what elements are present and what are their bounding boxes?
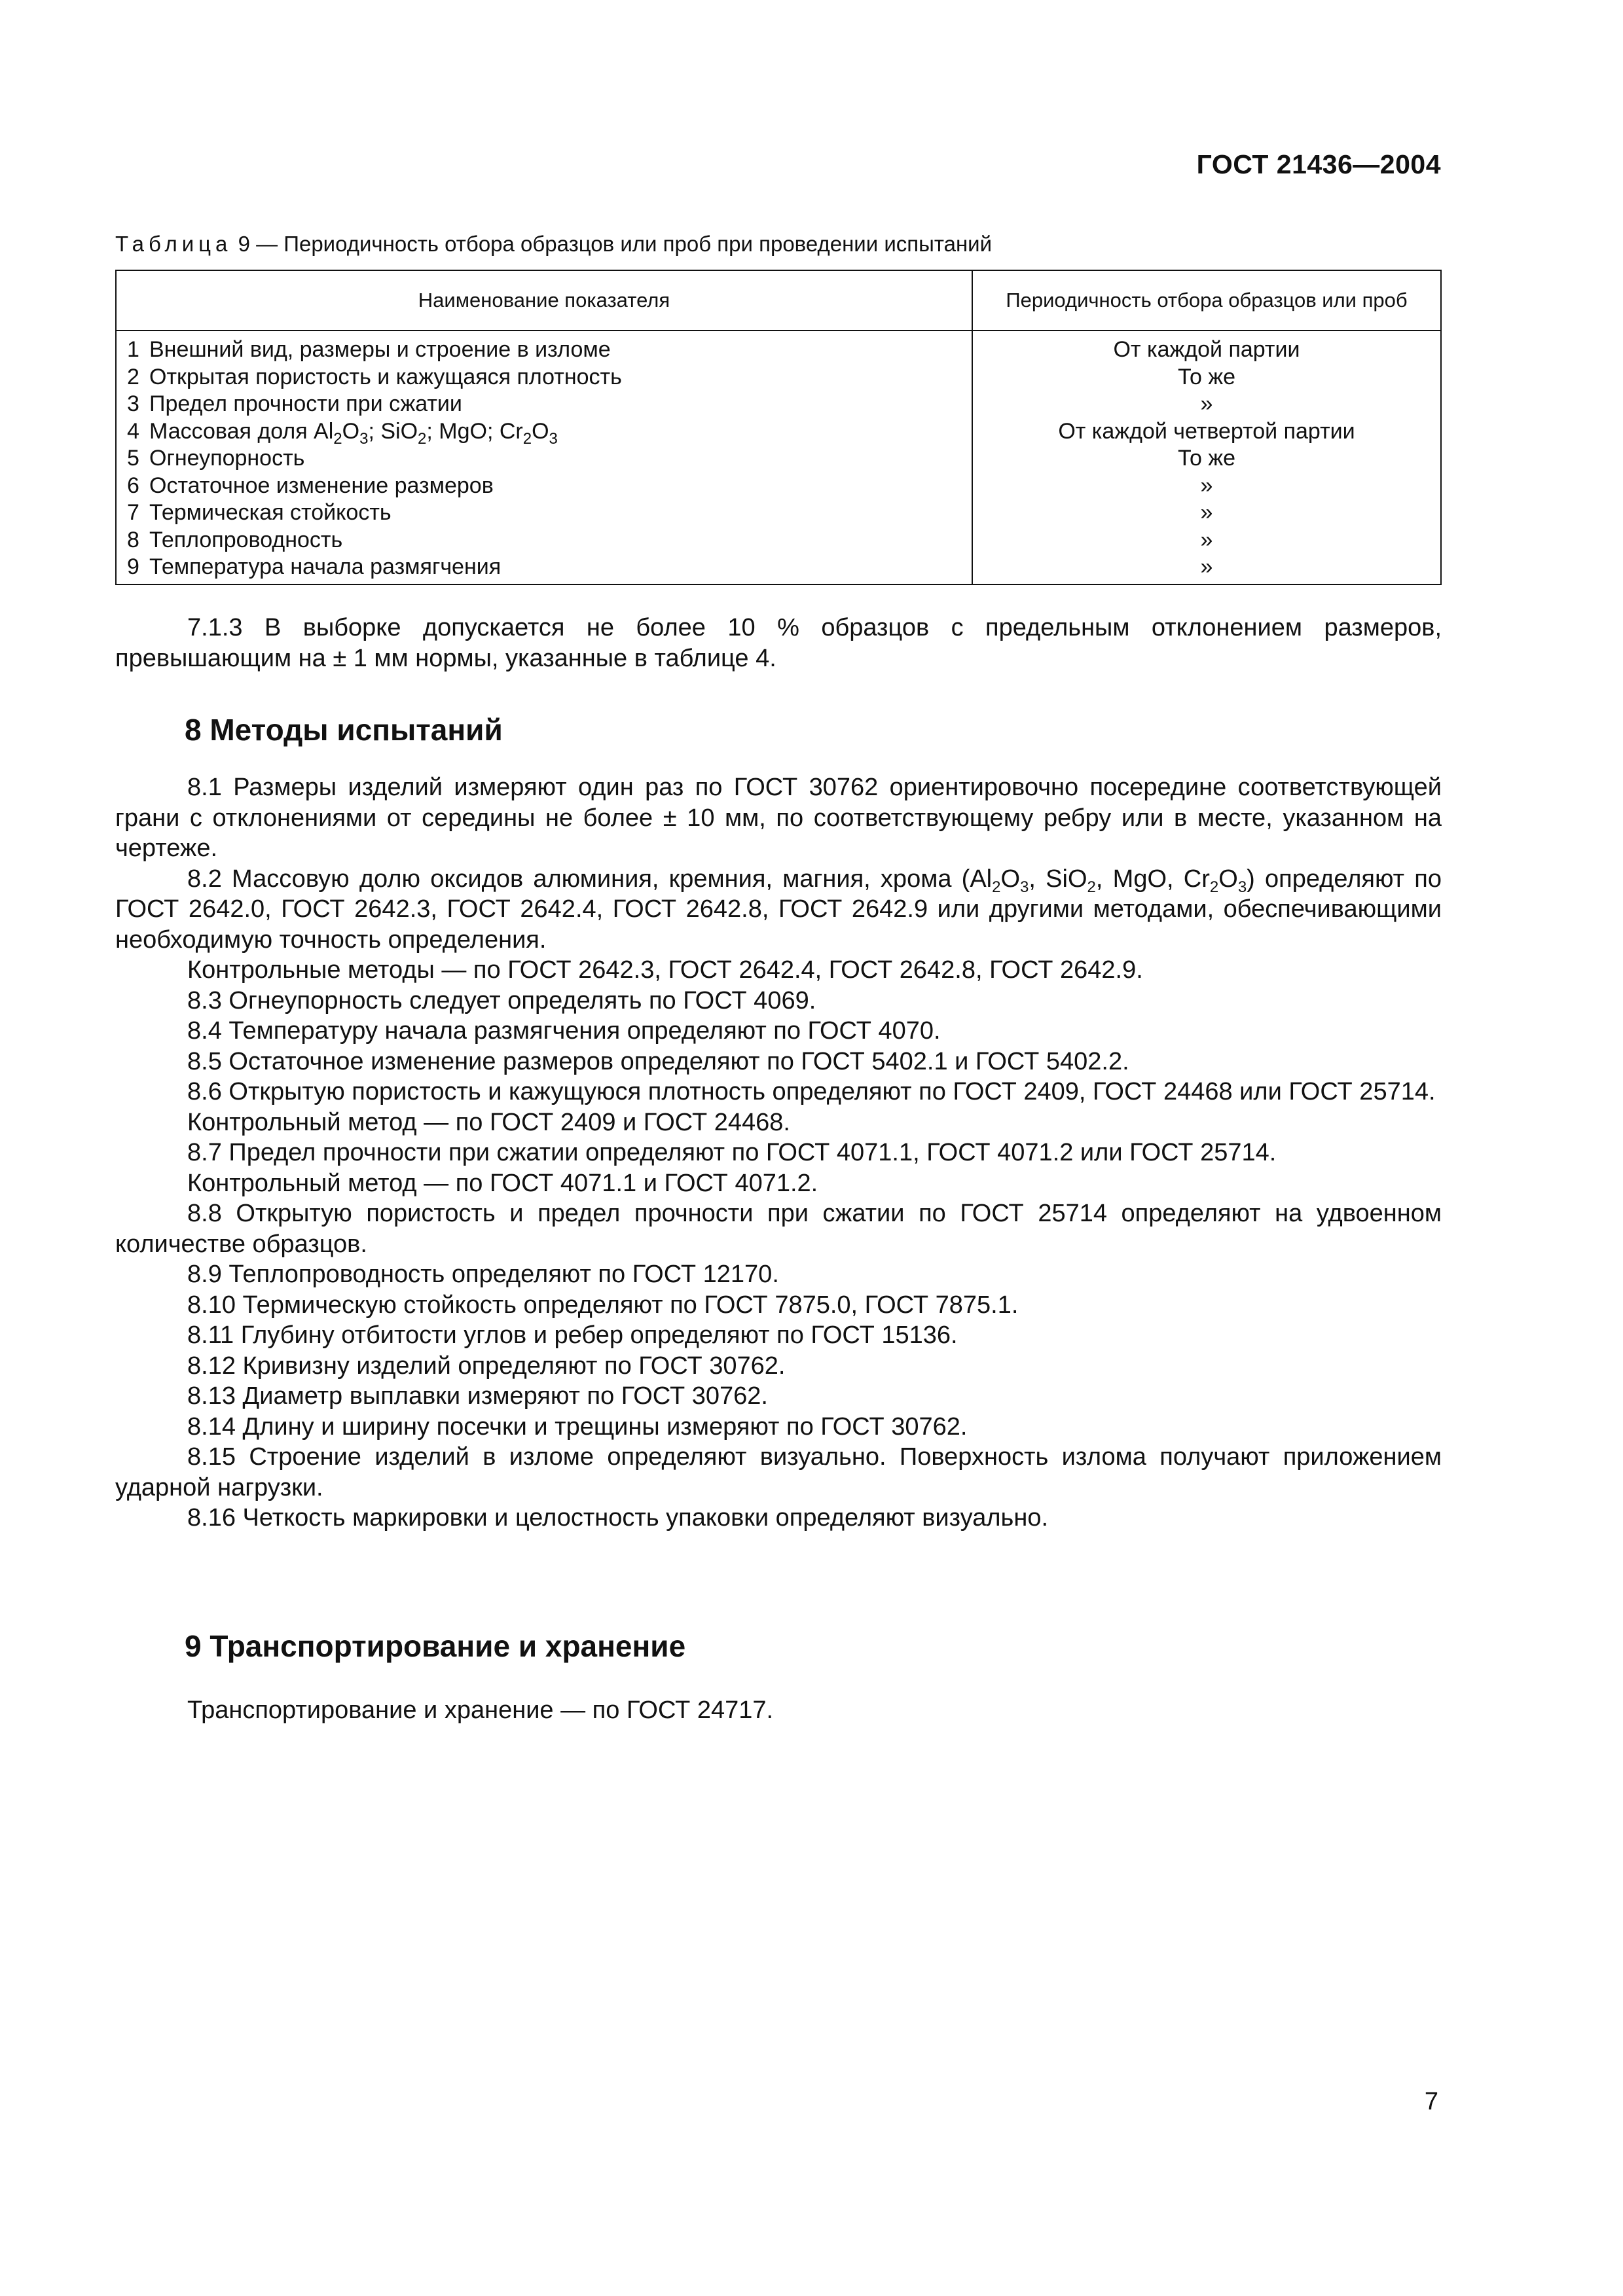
paragraph-8-4: 8.4 Температуру начала размягчения определяют по ГОСТ 4070. [187,1017,941,1045]
paragraph-8-2-control: Контрольные методы — по ГОСТ 2642.3, ГОСТ 2642.4, ГОСТ 2642.8, ГОСТ 2642.9. [187,956,1143,984]
table-row: 7 Термическая стойкость » [127,500,1213,525]
table-row: 2 Открытая пористость и кажущаяся плотность То же [127,364,1236,389]
paragraph-9: Транспортирование и хранение — по ГОСТ 24717. [187,1696,774,1724]
section-9 [115,1631,1442,1662]
table-row: 9 Температура начала размягчения » [127,554,1213,579]
table-row: 6 Остаточное изменение размеров » [127,473,1213,498]
paragraph-8-13: 8.13 Диаметр выплавки измеряют по ГОСТ 30762. [187,1382,768,1410]
clause-7-1-3 [115,613,1442,673]
paragraph-8-7: 8.7 Предел прочности при сжатии определяют по ГОСТ 4071.1, ГОСТ 4071.2 или ГОСТ 25714. [187,1139,1277,1166]
paragraph-8-12: 8.12 Кривизну изделий определяют по ГОСТ 30762. [187,1352,786,1380]
table-row: 5 Огнеупорность То же [127,446,1236,471]
paragraph-8-7-control: Контрольный метод — по ГОСТ 4071.1 и ГОСТ 4071.2. [187,1169,818,1197]
paragraph-8-14: 8.14 Длину и ширину посечки и трещины измеряют по ГОСТ 30762. [187,1412,968,1441]
paragraph-8-2: 8.2 Массовую долю оксидов алюминия, кремния, магния, хрома ($Al_2O_3$, SiO$_2$, MgO, $Cr_2O_3$) определяют по ГОСТ 2642.0, ГОСТ 2642.3, ГОСТ 2642.4, ГОСТ 2642.8, ГОСТ 2642.9 или другими методами, обеспечивающими необходимую точность определения. [115,865,1442,954]
table-caption [115,232,992,257]
table-row: 8 Теплопроводность » [127,527,1213,552]
paragraph-8-15: 8.15 Строение изделий в изломе определяют визуально. Поверхность излома получают приложением ударной нагрузки. [115,1443,1442,1501]
section-8-title: 8 Методы испытаний [185,713,503,747]
section-9-body [115,1695,1442,1726]
paragraph-8-9: 8.9 Теплопроводность определяют по ГОСТ 12170. [187,1261,779,1288]
paragraph-8-1: 8.1 Размеры изделий измеряют один раз по ГОСТ 30762 ориентировочно посередине соответствующей грани с отклонениями от середины не более ± 10 мм, по соответствующему ребру или в месте, указанном на чертеже. [115,774,1442,862]
paragraph-8-8: 8.8 Открытую пористость и предел прочности при сжатии по ГОСТ 25714 определяют на удвоенном количестве образцов. [115,1200,1442,1258]
paragraph-8-6-control: Контрольный метод — по ГОСТ 2409 и ГОСТ 24468. [187,1108,790,1136]
paragraph-8-10: 8.10 Термическую стойкость определяют по ГОСТ 7875.0, ГОСТ 7875.1. [187,1291,1019,1319]
table-row: 1 Внешний вид, размеры и строение в изломе От каждой партии [127,337,1300,362]
paragraph-8-6: 8.6 Открытую пористость и кажущуюся плотность определяют по ГОСТ 2409, ГОСТ 24468 или ГОСТ 25714. [187,1078,1436,1105]
section-8-body [115,772,1442,1534]
table-row: 3 Предел прочности при сжатии » [127,391,1213,416]
paragraph-8-11: 8.11 Глубину отбитости углов и ребер определяют по ГОСТ 15136. [187,1321,958,1349]
table-header-indicator: Наименование показателя [418,289,670,312]
section-8 [115,715,1442,745]
table-caption-label: Таблица [115,232,232,256]
paragraph-8-5: 8.5 Остаточное изменение размеров определяют по ГОСТ 5402.1 и ГОСТ 5402.2. [187,1047,1129,1075]
section-9-title: 9 Транспортирование и хранение [185,1629,686,1663]
paragraph-8-3: 8.3 Огнеупорность следует определять по ГОСТ 4069. [187,986,816,1014]
table-header-periodicity: Периодичность отбора образцов или проб [1006,289,1408,312]
standard-header: ГОСТ 21436—2004 [1196,149,1441,179]
table-row: 4 Массовая доля $Al_2O_3$; SiO$_2$; MgO; $Cr_2O_3$ От каждой четвертой партии [127,418,1355,448]
periodicity-table [115,270,1442,585]
page-number: 7 [1424,2088,1438,2115]
paragraph-7-1-3: 7.1.3 В выборке допускается не более 10 % образцов с предельным отклонением размеров, превышающим на ± 1 мм нормы, указанные в таблице 4. [115,614,1442,672]
paragraph-8-16: 8.16 Четкость маркировки и целостность упаковки определяют визуально. [187,1504,1049,1532]
table-caption-text: 9 — Периодичность отбора образцов или проб при проведении испытаний [238,232,993,256]
